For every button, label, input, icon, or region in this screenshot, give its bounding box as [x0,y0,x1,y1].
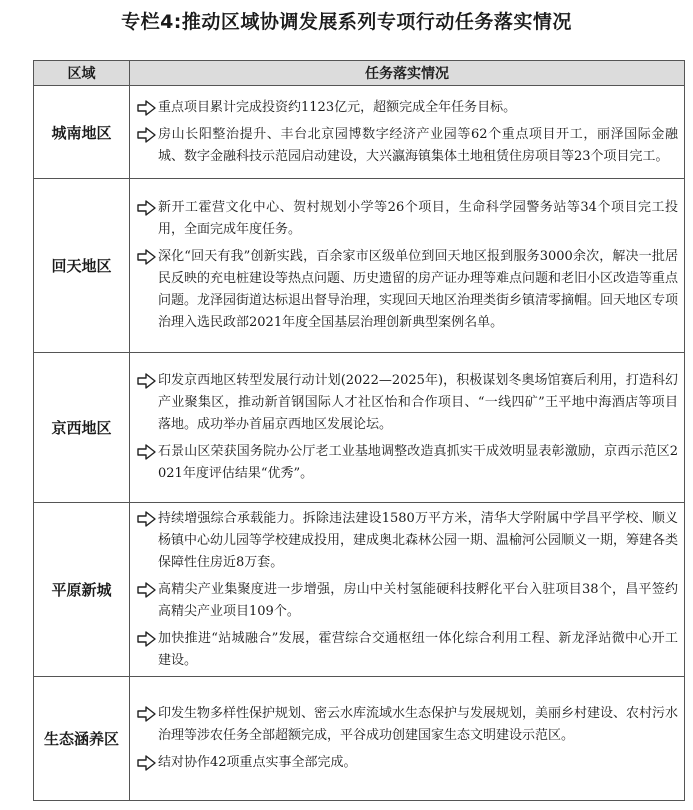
region-cell: 京西地区 [34,353,130,503]
table-row [34,86,685,179]
task-text: 石景山区荣获国务院办公厅老工业基地调整改造真抓实干成效明显表彰激励，京西示范区2021年度评估结果“优秀”。 [158,444,678,481]
hollow-arrow-icon [136,579,158,601]
hollow-arrow-icon [136,752,158,774]
task-text: 结对协作42项重点实事全部完成。 [158,755,357,770]
hollow-arrow-icon [136,370,158,392]
region-cell: 城南地区 [34,86,130,179]
tasks-cell [130,353,685,503]
table-header-row [34,61,685,86]
region-cell: 平原新城 [34,503,130,677]
page-title: 专栏4:推动区域协调发展系列专项行动任务落实情况 [121,11,572,33]
region-cell: 回天地区 [34,179,130,353]
task-item [136,628,678,672]
task-item [136,703,678,747]
hollow-arrow-icon [136,246,158,268]
tasks-cell [130,677,685,801]
hollow-arrow-icon [136,97,158,119]
table-row [34,353,685,503]
hollow-arrow-icon [136,197,158,219]
hollow-arrow-icon [136,508,158,530]
hollow-arrow-icon [136,441,158,463]
task-text: 印发生物多样性保护规划、密云水库流域水生态保护与发展规划，美丽乡村建设、农村污水治理等涉农任务全部超额完成，平谷成功创建国家生态文明建设示范区。 [158,706,679,743]
task-text: 深化“回天有我”创新实践，百余家市区级单位到回天地区报到服务3000余次，解决一批居民反映的充电桩建设等热点问题、历史遗留的房产证办理等难点问题和老旧小区改造等重点问题。龙泽园街道达标退出督导治理，实现回天地区治理类街乡镇清零摘帽。回天地区专项治理入选民政部2021年度全国基层治理创新典型案例名单。 [158,249,679,330]
task-text: 持续增强综合承载能力。拆除违法建设1580万平方米，清华大学附属中学昌平学校、顺义杨镇中心幼儿园等学校建成投用，建成奥北森林公园一期、温榆河公园顺义一期，筹建各类保障性住房近8万套。 [158,510,679,570]
task-item [136,508,678,574]
task-text: 房山长阳整治提升、丰台北京园博数字经济产业园等62个重点项目开工，丽泽国际金融城、数字金融科技示范园启动建设，大兴瀛海镇集体土地租赁住房项目等23个项目完工。 [158,126,678,164]
tasks-cell [130,503,685,677]
table-row [34,677,685,801]
task-item [136,246,678,334]
task-text: 高精尖产业集聚度进一步增强，房山中关村氢能硬科技孵化平台入驻项目38个，昌平签约高精尖产业项目109个。 [158,581,678,619]
hollow-arrow-icon [136,628,158,650]
task-item [136,441,678,485]
task-text: 印发京西地区转型发展行动计划(2022—2025年)，积极谋划冬奥场馆赛后利用，打造科幻产业聚集区，推动新首钢国际人才社区怡和合作项目、“一线四矿”王平地中海酒店等项目落地。成功举办首届京西地区发展论坛。 [158,373,678,432]
tasks-column-header: 任务落实情况 [130,61,685,86]
tasks-cell [130,179,685,353]
task-text: 重点项目累计完成投资约1123亿元，超额完成全年任务目标。 [158,99,517,115]
task-table [33,60,685,801]
task-item [136,124,678,168]
hollow-arrow-icon [136,703,158,725]
hollow-arrow-icon [136,124,158,146]
tasks-cell [130,86,685,179]
task-item [136,97,678,119]
task-text: 加快推进“站城融合”发展，霍营综合交通枢纽一体化综合利用工程、新龙泽站微中心开工建设。 [158,630,678,668]
task-item [136,370,678,436]
task-text: 新开工霍营文化中心、贺村规划小学等26个项目，生命科学园警务站等34个项目完工投用，全面完成年度任务。 [158,200,678,237]
table-row [34,179,685,353]
task-item [136,752,678,774]
table-row [34,503,685,677]
region-cell: 生态涵养区 [34,677,130,801]
task-item [136,579,678,623]
region-column-header: 区域 [34,61,130,86]
task-item [136,197,678,241]
